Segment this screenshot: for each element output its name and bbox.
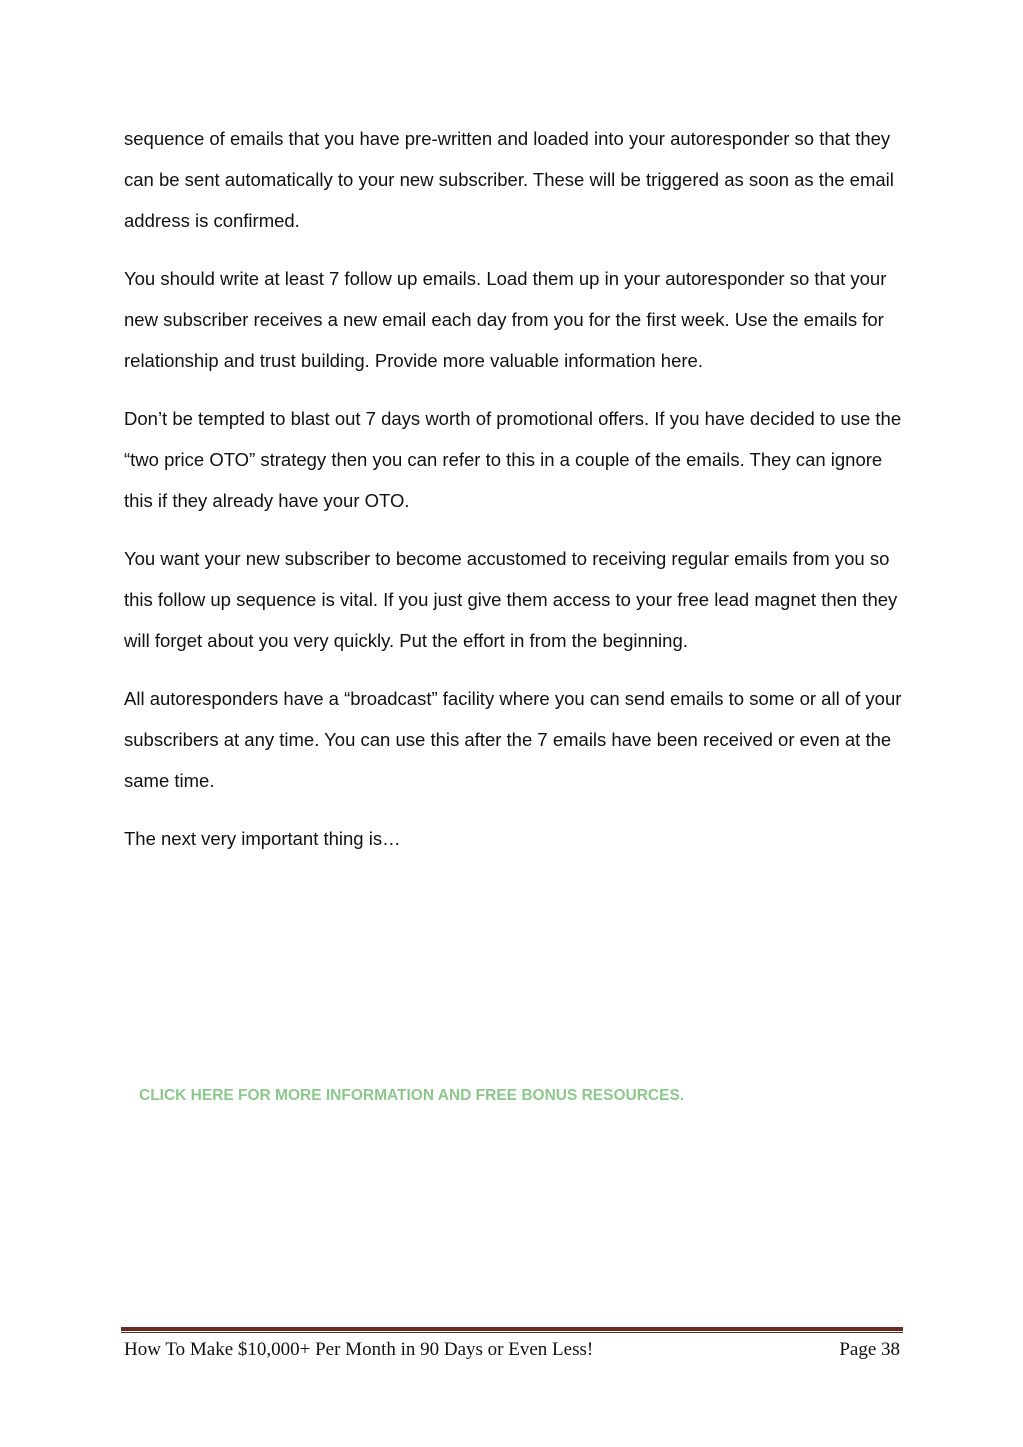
paragraph: sequence of emails that you have pre-written and loaded into your autoresponder so that they can be sent automatically to your new subscriber. These will be triggered as soon as the email address is confirmed. bbox=[124, 128, 894, 231]
footer-divider-thin bbox=[121, 1332, 903, 1333]
paragraph: You should write at least 7 follow up emails. Load them up in your autoresponder so that your new subscriber receives a new email each day from you for the first week. Use the emails for relationship and trust building. Provide more valuable information here. bbox=[124, 268, 887, 371]
paragraph: The next very important thing is… bbox=[124, 828, 401, 849]
bonus-resources-link[interactable]: CLICK HERE FOR MORE INFORMATION AND FREE BONUS RESOURCES. bbox=[139, 1087, 685, 1104]
footer-title: How To Make $10,000+ Per Month in 90 Days or Even Less! bbox=[124, 1339, 594, 1360]
paragraph: All autoresponders have a “broadcast” facility where you can send emails to some or all of your subscribers at any time. You can use this after the 7 emails have been received or even at the same time. bbox=[124, 688, 902, 791]
footer-divider bbox=[121, 1327, 903, 1334]
footer-divider-thick bbox=[121, 1327, 903, 1331]
paragraph: You want your new subscriber to become accustomed to receiving regular emails from you so this follow up sequence is vital. If you just give them access to your free lead magnet then they will forget about you very quickly. Put the effort in from the beginning. bbox=[124, 548, 898, 651]
page-number: Page 38 bbox=[839, 1339, 900, 1360]
paragraph: Don’t be tempted to blast out 7 days worth of promotional offers. If you have decided to use the “two price OTO” strategy then you can refer to this in a couple of the emails. They can ignore this if they already have your OTO. bbox=[124, 408, 902, 511]
body-text bbox=[124, 118, 906, 876]
